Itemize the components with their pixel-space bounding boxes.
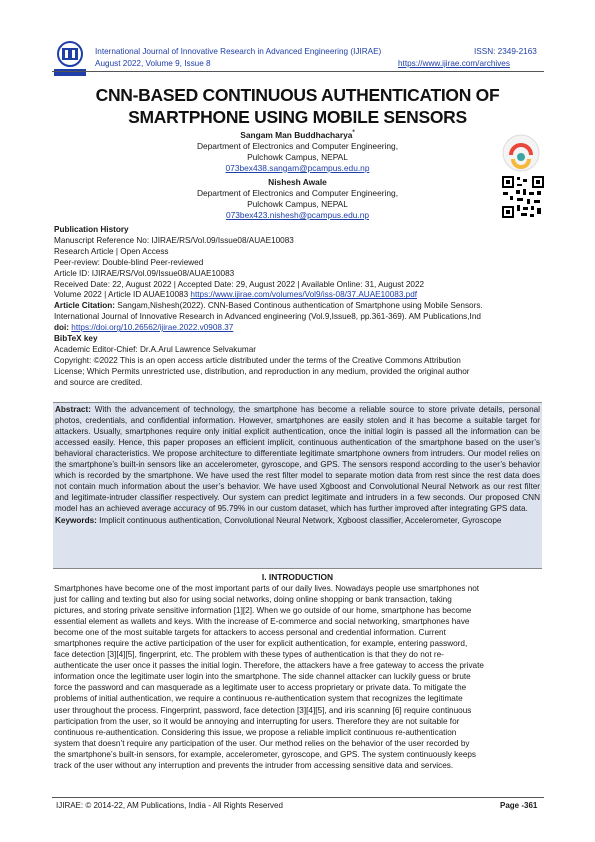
volume-link[interactable]: https://www.ijirae.com/volumes/Vol9/iss-08/37.AUAE10083.pdf — [190, 290, 418, 300]
keywords-label: Keywords: — [55, 515, 97, 525]
dates: Received Date: 22, August 2022 | Accepted Date: 29, August 2022 | Available Online: 31, August 2022 — [54, 279, 425, 289]
issue-info: August 2022, Volume 9, Issue 8 — [95, 59, 211, 68]
doi-line: doi: https://doi.org/10.26562/ijirae.2022.v0908.37 — [54, 323, 234, 333]
intro-line: user throughout the process. Fingerprint, password, face detection [3][4][5], and iris scanning [6] require continuous — [54, 705, 472, 715]
author-name: Sangam Man Buddhacharya — [240, 129, 353, 140]
intro-line: Smartphones have become one of the most important parts of our daily lives. Nowadays people use smartphones not — [54, 584, 480, 593]
intro-line: just for calling and texting but also for using social networks, doing online shopping or bank transaction, taking — [54, 595, 452, 605]
paper-title: CNN-BASED CONTINUOUS AUTHENTICATION OF SMARTPHONE USING MOBILE SENSORS — [95, 85, 500, 127]
author-block-1: Sangam Man Buddhacharya* Department of Electronics and Computer Engineering, Pulchowk Campus, NEPAL 073bex438.sangam@pcampus.edu.np — [60, 128, 535, 174]
bibtex-key[interactable]: BibTeX key — [54, 334, 98, 344]
article-id: Article ID: IJIRAE/RS/Vol.09/Issue08/AUAE10083 — [54, 268, 235, 278]
intro-line: problems of initial authentication, we require a continuous re-authentication system that recognizes the legitimate — [54, 694, 463, 704]
issn: ISSN: 2349-2163 — [474, 47, 537, 56]
intro-line: information once the legitimate user login into the smartphone. The side channel attacker can luckily guess or brute — [54, 672, 471, 682]
keywords: Implicit continuous authentication, Convolutional Neural Network, Xgboost classifier, Accelerometer, Gyroscope — [99, 515, 502, 525]
introduction-body — [54, 583, 541, 771]
section-heading: I. INTRODUCTION — [261, 572, 334, 582]
intro-line: force the password and can masquerade as a legitimate user to access proprietary or private data. To mitigate the — [54, 683, 467, 693]
intro-line: smartphones require the active participation of the user for explicit authentication, for example, entering password, — [54, 639, 468, 649]
author-dept: Department of Electronics and Computer Engineering, — [196, 188, 399, 198]
author-email-link[interactable]: 073bex423.nishesh@pcampus.edu.np — [225, 210, 370, 220]
doi-link[interactable]: https://doi.org/10.26562/ijirae.2022.v0908.37 — [71, 323, 234, 333]
footer-divider — [52, 797, 544, 798]
journal-name: International Journal of Innovative Research in Advanced Engineering (IJIRAE) — [95, 47, 382, 56]
open-access-badge-icon[interactable] — [501, 133, 541, 173]
intro-line: the smartphone’s built-in sensors, for example, accelerometer, gyroscope, and GPS. The system continuously keeps — [54, 749, 477, 759]
archives-link[interactable]: https://www.ijirae.com/archives — [398, 59, 510, 68]
abstract-label: Abstract: — [55, 405, 91, 414]
abstract-text: With the advancement of technology, the smartphone has become a reliable source to store private details, personal photos, credentials, and confidential information. However, smartphones are easily stolen and it has become a suitable target for attackers. Usually, smartphones require only initial explicit authentication, once the initial login is passed all the information can be accessed easily. Hence, this paper proposes an efficient implicit, continuous authentication of the smartphone based on the user’s behavioral characteristics. We propose architecture to differentiate legitimate smartphone owners from intruders. Our model relies on the smartphone’s built-in sensors like an accelerometer, gyroscope, and GPS. The sensors respond according to the user’s behavior which is recorded by the smartphone. We have used the rest filter model to separate motion data from rest since the rest data does not contain much information about the user’s behavior. We have used Xgboost and Convolutional Neural Network as our rest filter and legitimate-intruder classifier respectively. Our system can predict legitimate and intruders in a few seconds. Our proposed CNN model has an achieved average accuracy of 95.79% in our custom dataset, which has further improved after integrating GPS data. — [55, 405, 540, 513]
intro-line: track of the user without any interruption and prevents the intruder from accessing sensitive data and services. — [54, 760, 454, 770]
intro-line: face detection [3][4][5], fingerprint, etc. The problem with these types of authentication is that they do not re- — [54, 650, 444, 660]
page-number: Page -361 — [500, 801, 538, 810]
intro-line: pictures, and storing private sensitive information [1][2]. When we go outside of our home, smartphone has become — [54, 606, 472, 616]
intro-line: continuous re-authentication. Considering this issue, we propose a reliable implicit continuous re-authentication — [54, 727, 457, 737]
author-email-link[interactable]: 073bex438.sangam@pcampus.edu.np — [225, 162, 370, 173]
copyright: Copyright: ©2022 This is an open access article distributed under the terms of the Creative Commons Attribution License; Which Permits unrestricted use, distribution, and reproduction in any medium, provided the original author and source are credited. — [54, 355, 470, 387]
author-dept: Department of Electronics and Computer Engineering, — [196, 140, 399, 151]
publication-heading: Publication History — [54, 225, 129, 234]
intro-line: essential element as wallets and keys. With the increase of E-commerce and social networking, smartphones have — [54, 617, 470, 627]
abstract — [55, 405, 540, 526]
article-type: Research Article | Open Access — [54, 246, 169, 256]
header-divider — [52, 71, 544, 72]
intro-line: become one of the most suitable targets for attackers to access personal and credential information. Current — [54, 628, 446, 638]
manuscript-ref: Manuscript Reference No: IJIRAE/RS/Vol.09/Issue08/AUAE10083 — [54, 235, 294, 245]
journal-logo — [52, 40, 88, 78]
intro-line: system that doesn’t require any participation of the user. Our method relies on the behavior of the user recorded by — [54, 738, 470, 748]
intro-line: authenticate the user once it passes the initial login. Therefore, the attackers have a free gateway to access the private — [54, 661, 484, 671]
author-block-2 — [60, 177, 535, 221]
author-name: Nishesh Awale — [268, 177, 327, 187]
editor: Academic Editor-Chief: Dr.A.Arul Lawrence Selvakumar — [54, 344, 257, 354]
author-campus: Pulchowk Campus, NEPAL — [247, 151, 348, 162]
citation: Article Citation: Sangam,Nishesh(2022). CNN-Based Continous authentication of Smartphone using Mobile Sensors. — [54, 301, 483, 311]
citation-line2: International Journal of Innovative Research in Advanced engineering (Vol.9,Issue8, pp.361-369). AM Publications,Ind — [54, 312, 481, 322]
footer-copyright: IJIRAE: © 2014-22, AM Publications, India - All Rights Reserved — [56, 801, 283, 810]
publication-history — [54, 225, 541, 389]
peer-review: Peer-review: Double-blind Peer-reviewed — [54, 257, 204, 267]
qr-code-icon[interactable] — [501, 175, 545, 219]
intro-line: participation from the user, so it would be annoying and interrupting for users. Therefore they are not suitable for — [54, 716, 460, 726]
volume-line: Volume 2022 | Article ID AUAE10083 https://www.ijirae.com/volumes/Vol9/iss-08/37.AUAE10083.pdf — [54, 290, 418, 300]
author-campus: Pulchowk Campus, NEPAL — [247, 199, 348, 209]
